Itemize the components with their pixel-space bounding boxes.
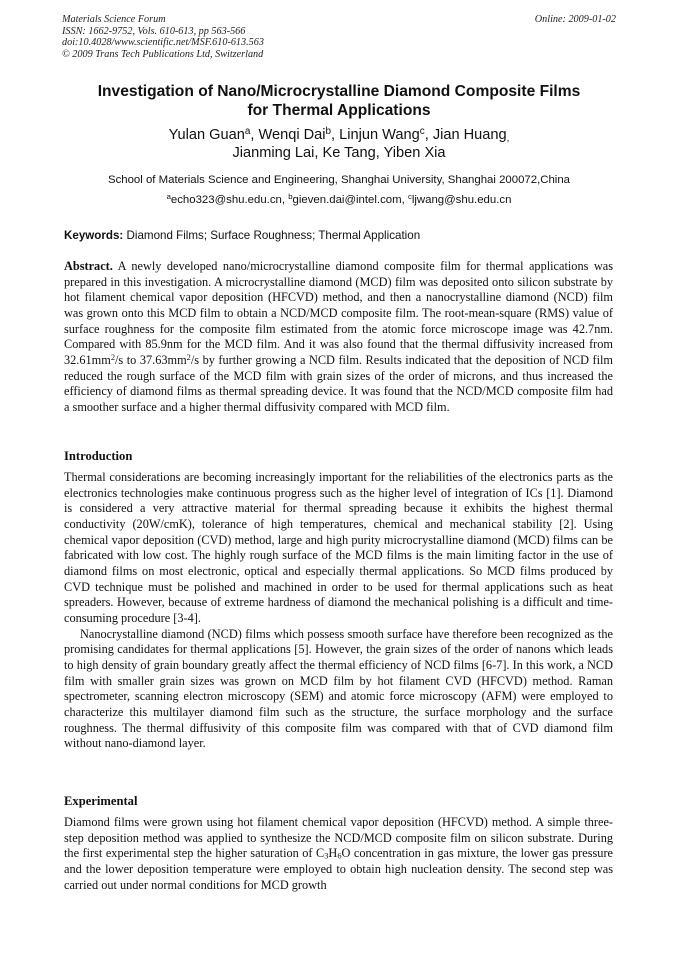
copyright-line: © 2009 Trans Tech Publications Ltd, Switzerland	[62, 48, 264, 60]
email-mark: a	[166, 192, 171, 202]
section-heading-introduction: Introduction	[64, 449, 133, 463]
email-link[interactable]: echo323@shu.edu.cn	[170, 194, 282, 206]
author-name: Jian Huang	[432, 127, 507, 143]
experimental-text: Diamond films were grown using hot filament chemical vapor deposition (HFCVD) method. A simple three-step deposition method was applied to synthesize the NCD/MCD composite film on silicon substrate. During the first experimental step the higher saturation of C	[64, 815, 613, 861]
superscript: 2	[186, 352, 191, 362]
keywords-label: Keywords:	[64, 229, 124, 242]
author-affil-mark: c	[419, 126, 425, 138]
author-name: Wenqi Dai	[258, 127, 326, 143]
email-link[interactable]: gieven.dai@intel.com	[292, 194, 402, 206]
issn-line: ISSN: 1662-9752, Vols. 610-613, pp 563-566	[62, 25, 246, 37]
journal-name: Materials Science Forum	[62, 14, 166, 25]
abstract-text: /s by further growing a NCD film. Results indicated that the deposition of NCD film reduced the rough surface of the MCD film with grain sizes of the order of microns, and thus increased the efficiency of diamond films as thermal spreading device. It was found that the NCD/MCD composite film had a smoother surface and a higher thermal diffusivity compared with MCD film.	[64, 352, 613, 414]
introduction-paragraph-2: Nanocrystalline diamond (NCD) films which possess smooth surface have therefore been recognized as the promising candidates for thermal applications [5]. However, the grain sizes of the order of nanons which leads to high density of grain boundary greatly affect the thermal efficiency of NCD films [6-7]. In this work, a NCD film with smaller grain sizes was grown on MCD film by hot filament CVD (HFCVD) method. Raman spectrometer, scanning electron microscopy (SEM) and atomic force microscopy (AFM) were employed to characterize this multilayer diamond film such as the structure, the surface morphology and the surface roughness. The thermal diffusivity of this composite film was compared with that of CVD diamond film without nano-diamond layer.	[64, 626, 613, 751]
author-line-2: Jianming Lai, Ke Tang, Yiben Xia	[232, 145, 446, 161]
email-link[interactable]: ljwang@shu.edu.cn	[411, 194, 512, 206]
doi-line: doi:10.4028/www.scientific.net/MSF.610-613.563	[62, 37, 264, 49]
online-date: Online: 2009-01-02	[534, 14, 616, 25]
experimental-section	[64, 815, 613, 893]
journal-header	[62, 14, 616, 60]
title-line-1: Investigation of Nano/Microcrystalline Diamond Composite Films	[97, 83, 581, 100]
introduction-paragraph-1: Thermal considerations are becoming increasingly important for the reliabilities of the electronics parts as the electronics technologies make continuous progress such as the higher level of integration of ICs [1]. Diamond is considered a very attractive material for thermal spreading because it exhibits the highest thermal conductivity (20W/cmK), tolerance of high temperatures, chemical and mechanical stability [2]. Using chemical vapor deposition (CVD) method, large and high purity microcrystalline diamond (MCD) films can be fabricated with low cost. The highly rough surface of the MCD films is the main limiting factor in the use of diamond films on most electronic, optical and especially thermal applications. So MCD films produced by CVD technique must be polished and machined in order to be used for thermal applications such as heat spreaders. However, because of extreme hardness of diamond the mechanical polishing is a difficult and time-consuming procedure [3-4].	[64, 470, 613, 625]
author-list	[40, 126, 638, 162]
keywords	[64, 229, 618, 243]
experimental-paragraph	[64, 815, 613, 893]
affiliation: School of Materials Science and Engineering, Shanghai University, Shanghai 200072,China	[107, 174, 571, 186]
subscript: 6	[337, 851, 342, 861]
author-affil-mark: a	[244, 126, 251, 138]
abstract-label: Abstract.	[64, 259, 113, 273]
paper-title	[50, 82, 628, 120]
email-mark: b	[288, 192, 293, 202]
superscript: 2	[110, 352, 115, 362]
abstract	[64, 259, 613, 416]
experimental-text: H	[328, 846, 338, 861]
title-line-2: for Thermal Applications	[247, 102, 431, 119]
abstract-paragraph	[64, 259, 613, 416]
email-mark: c	[407, 192, 412, 202]
abstract-text: A newly developed nano/microcrystalline diamond composite film for thermal applications was prepared in this investigation. A microcrystalline diamond (MCD) film was deposited onto silicon substrate by hot filament chemical vapor deposition (HFCVD) method, and then a nanocrystalline diamond (NCD) film was grown onto this MCD film to obtain a NCD/MCD composite film. The root-mean-square (RMS) value of surface roughness for the composite film estimated from the atomic force microscope image was 42.7nm. Compared with 85.9nm for the MCD film. And it was also found that the thermal diffusivity increased from 32.61mm	[64, 259, 613, 367]
author-name: Yulan Guan	[168, 127, 245, 143]
abstract-text: /s to 37.63mm	[115, 352, 187, 367]
introduction-section	[64, 470, 613, 752]
author-line-1: Yulan Guan$^a$, Wenqi Dai$^b$, Linjun Wang$^c$, Jian Huang$_,$	[168, 126, 510, 144]
keywords-text: Diamond Films; Surface Roughness; Thermal Application	[126, 229, 421, 242]
experimental-text: O concentration in gas mixture, the lower gas pressure and the lower deposition temperature were employed to obtain high nucleation density. The second step was carried out under normal conditions for MCD growth	[64, 846, 613, 892]
subscript: 3	[324, 851, 329, 861]
author-emails: $^a$echo323@shu.edu.cn, $^b$gieven.dai@intel.com, $^c$ljwang@shu.edu.cn	[166, 192, 512, 206]
author-affil-mark: b	[325, 126, 332, 138]
author-name: Linjun Wang	[339, 127, 420, 143]
section-heading-experimental: Experimental	[64, 794, 138, 808]
